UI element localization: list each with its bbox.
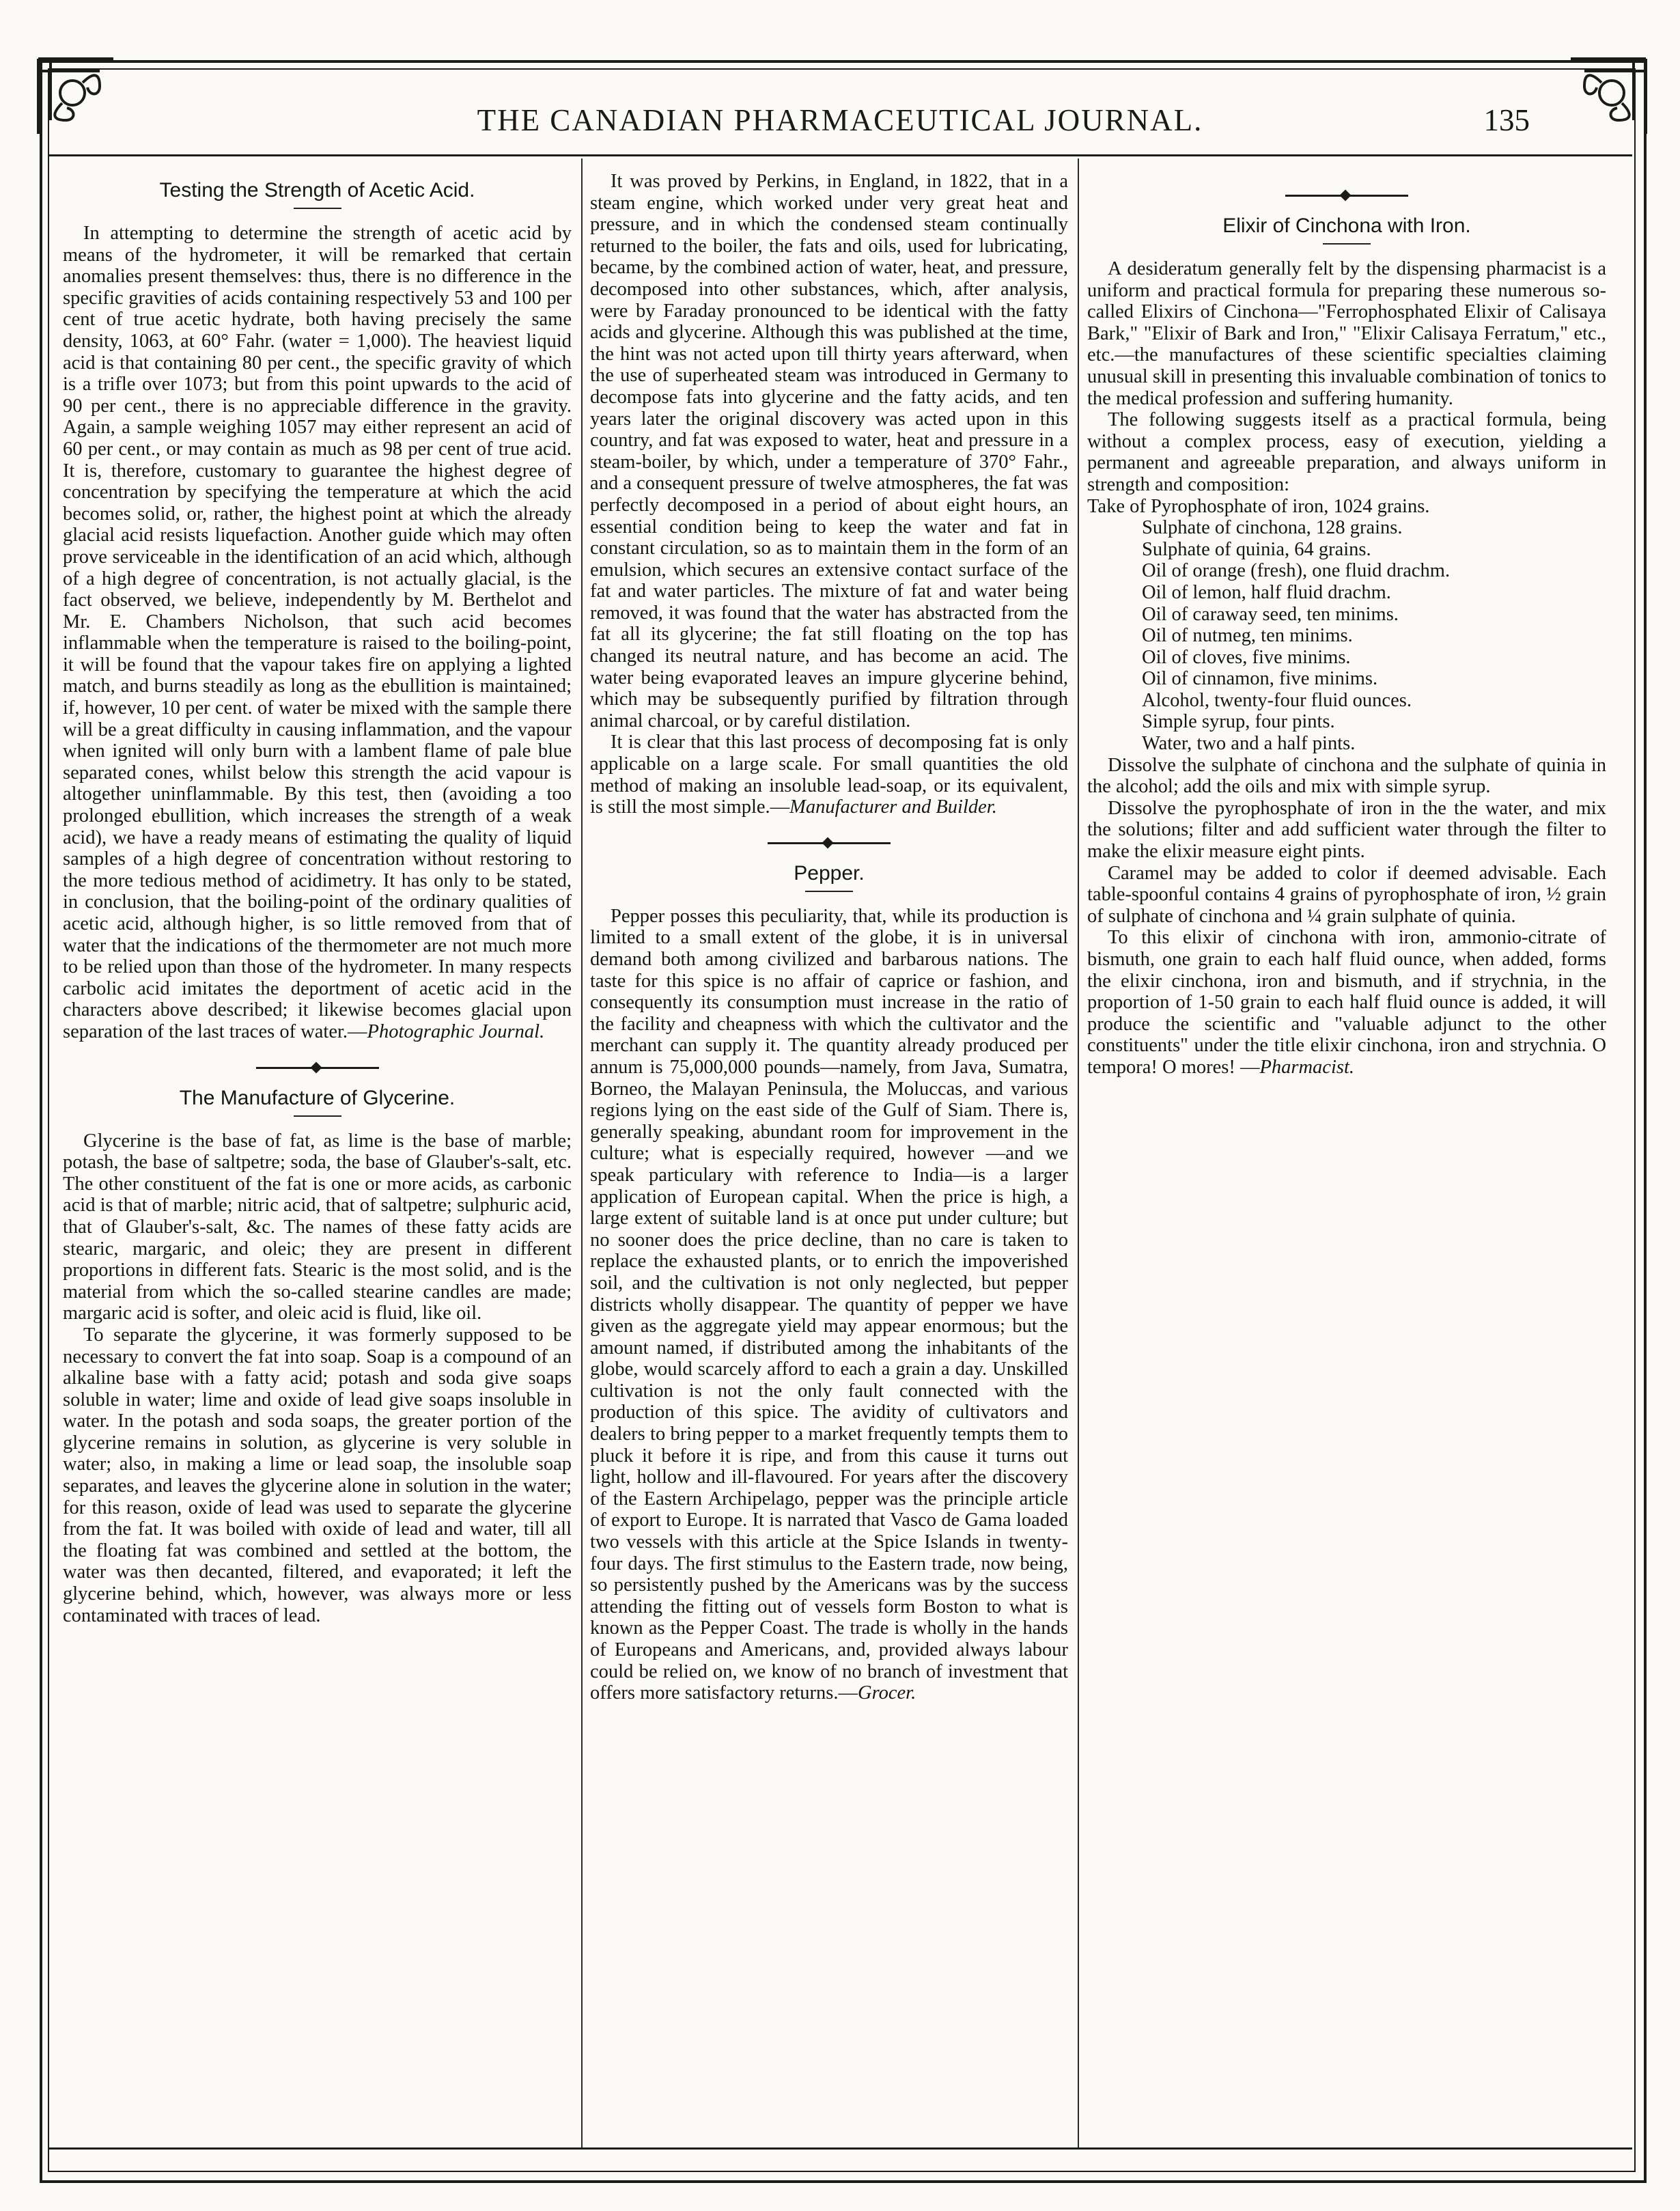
- header-rule: [48, 154, 1632, 156]
- elixir-paragraph-4: To this elixir of cinchona with iron, ammonio-citrate of bismuth, one grain to each half fluid ounce, when added, forms the elixir cinchona, iron and bismuth, and if strychnia, in the proportion of 1-50 grain to each half fluid ounce is added, it will produce the scientific and "valuable adjunct to the other constituents" under the title elixir cinchona, iron and strychnia. O tempora! O mores! —Pharmacist.: [1087, 927, 1606, 1078]
- recipe-line: Oil of cloves, five minims.: [1142, 646, 1351, 668]
- title-underline: [1323, 243, 1371, 245]
- page-number: 135: [1483, 103, 1530, 137]
- elixir-recipe-list: [1087, 496, 1606, 755]
- section-divider: [256, 1063, 379, 1072]
- journal-title: THE CANADIAN PHARMACEUTICAL JOURNAL.: [477, 103, 1203, 137]
- glycerine-paragraph-2: To separate the glycerine, it was formerly supposed to be necessary to convert the fat into soap. Soap is a compound of an alkaline base with a fatty acid; potash and soda give soaps soluble in water; lime and oxide of lead give soaps insoluble in water. In the potash and soda soaps, the greater portion of the glycerine remains in solution, as glycerine is very soluble in water; also, in making a lime or lead soap, the insoluble soap separates, and leaves the glycerine alone in solution in the water; for this reason, oxide of lead was used to separate the glycerine from the fat. It was boiled with oxide of lead and water, till all the floating fat was combined and settled at the bottom, the water was then decanted, filtered, and evaporated; it left the glycerine behind, which, however, was always more or less contaminated with traces of lead.: [63, 1324, 572, 1626]
- title-underline: [294, 1115, 341, 1117]
- recipe-line: Take of Pyrophosphate of iron, 1024 grains.: [1087, 495, 1430, 517]
- pepper-paragraph-1: Pepper posses this peculiarity, that, while its production is limited to a small extent of the globe, it is in universal demand both among civilized and barbarous nations. The taste for this spice is no affair of caprice or fashion, and consequently its consumption must increase in the ratio of the facility and cheapness with which the cultivator and the merchant can supply it. The quantity already produced per annum is 75,000,000 pounds—namely, from Java, Sumatra, Borneo, the Malayan Peninsula, the Moluccas, and various regions lying on the east side of the Gulf of Siam. There is, generally speaking, abundant room for improvement in the culture; what is especially required, however —and we speak particulary with reference to India—is a larger application of European capital. When the price is high, a large extent of suitable land is at once put under culture; but no sooner does the price decline, than no care is taken to replace the exhausted plants, or to enrich the impoverished soil, and the cultivation is not only neglected, but pepper districts wholly disappear. The quantity of pepper we have given as the aggregate yield may appear enormous; but the amount named, if distributed among the inhabitants of the globe, would scarcely afford to each a grain a day. Unskilled cultivation is not the only fault connected with the production of this spice. The avidity of cultivators and dealers to bring pepper to a market frequently tempts them to pluck it before it is ripe, and from this cause it turns out light, hollow and ill-flavoured. For years after the discovery of the Eastern Archipelago, pepper was the principle article of export to Europe. It is narrated that Vasco de Gama loaded two vessels with this article at the Spice Islands in twenty-four days. The first stimulus to the Eastern trade, now being, so persistently pushed by the Americans was by the success attending the fitting out of vessels form Boston to what is known as the Pepper Coast. The trade is wholly in the hands of Europeans and Americans, and, provided always labour could be relied on, we know of no branch of investment that offers more satisfactory returns.—Grocer.: [590, 905, 1068, 1704]
- title-underline: [294, 208, 341, 209]
- section-divider: [1285, 191, 1408, 199]
- section-divider: [768, 839, 891, 847]
- recipe-line: Water, two and a half pints.: [1142, 733, 1356, 755]
- elixir-intro-1: A desideratum generally felt by the dispensing pharmacist is a uniform and practical formula for preparing these numerous so-called Elixirs of Cinchona—"Ferrophosphated Elixir of Calisaya Bark," "Elixir of Bark and Iron," "Elixir Calisaya Ferratum," etc., etc.—the manufactures of these scientific specialties claiming unusual skill in presenting this invaluable combination of tonics to the medical profession and suffering humanity.: [1087, 258, 1606, 409]
- bottom-rule: [48, 2147, 1632, 2150]
- title-underline: [805, 891, 853, 892]
- glycerine-paragraph-4: It is clear that this last process of decomposing fat is only applicable on a large scale. For small quantities the old method of making an insoluble lead-soap, or its equivalent, is still the most simple.—Manufacturer and Builder.: [590, 732, 1068, 818]
- recipe-line: Oil of orange (fresh), one fluid drachm.: [1142, 560, 1451, 582]
- column-1: [63, 171, 572, 2138]
- recipe-line: Sulphate of cinchona, 128 grains.: [1142, 517, 1403, 539]
- article-title-acetic-acid: Testing the Strength of Acetic Acid.: [159, 179, 475, 201]
- article-title-pepper: Pepper.: [794, 861, 865, 885]
- article-title-glycerine: The Manufacture of Glycerine.: [179, 1086, 456, 1109]
- elixir-source: Pharmacist.: [1259, 1056, 1355, 1078]
- recipe-line: Oil of lemon, half fluid drachm.: [1142, 581, 1391, 603]
- elixir-intro-2: The following suggests itself as a practical formula, being without a complex process, easy of execution, yielding a permanent and agreeable preparation, and always uniform in strength and composition:: [1087, 409, 1606, 495]
- left-corner-ornament-icon: [25, 45, 120, 141]
- column-3: [1087, 171, 1606, 2138]
- acetic-paragraph-1: In attempting to determine the strength of acetic acid by means of the hydrometer, it will be remarked that certain anomalies present themselves: thus, there is no difference in the specific gravities of acids containing respectively 53 and 100 per cent of true acetic hydrate, both having precisely the same density, 1063, at 60° Fahr. (water = 1,000). The heaviest liquid acid is that containing 80 per cent., the specific gravity of which is a trifle over 1073; but from this point upwards to the acid of 90 per cent., there is no appreciable difference in the gravity. Again, a sample weighing 1057 may either represent an acid of 60 per cent., or may contain as much as 98 per cent of true acid. It is, therefore, customary to guarantee the highest degree of concentration by specifying the temperature at which the acid becomes solid, or, rather, the highest point at which the already glacial acid resists liquefaction. Another guide which may often prove serviceable in the identification of an acid which, although of a high degree of concentration, is not actually glacial, is the fact observed, we believe, independently by M. Berthelot and Mr. E. Chambers Nicholson, that such acid becomes inflammable when the temperature is raised to the boiling-point, it will be found that the vapour takes fire on applying a lighted match, and burns steadily as long as the ebullition is maintained; if, however, 10 per cent. of water be mixed with the sample there will be a great difficulty in causing inflammation, and the vapour when ignited will only burn with a lambent flame of pale blue separated cones, whilst below this strength the acid vapour is altogether uninflammable. By this test, then (avoiding a too prolonged ebullition, which increases the strength of a weak acid), we have a ready means of estimating the quality of liquid samples of a high degree of concentration without restoring to the more tedious method of acidimetry. It has only to be stated, in conclusion, that the boiling-point of the ordinary qualities of acetic acid, although higher, is so little removed from that of water that the indications of the thermometer are not much more to be relied upon than those of the hydrometer. In many respects carbolic acid imitates the deportment of acetic acid in the characters above described; it likewise becomes glacial upon separation of the last traces of water.—Photographic Journal.: [63, 223, 572, 1042]
- right-corner-ornament-icon: [1564, 45, 1660, 141]
- elixir-paragraph-1: Dissolve the sulphate of cinchona and the sulphate of quinia in the alcohol; add the oils and mix with simple syrup.: [1087, 754, 1606, 798]
- column-rule-2: [1078, 158, 1079, 2147]
- glycerine-paragraph-1: Glycerine is the base of fat, as lime is the base of marble; potash, the base of saltpetre; soda, the base of Glauber's-salt, etc. The other constituent of the fat is one or more acids, as carbonic acid is that of marble; nitric acid, that of saltpetre; sulphuric acid, that of Glauber's-salt, &c. The names of these fatty acids are stearic, margaric, and oleic; they are present in different proportions in different fats. Stearic is the most solid, and is the material from which the so-called stearine candles are made; margaric acid is softer, and oleic acid is fluid, like oil.: [63, 1130, 572, 1324]
- recipe-line: Oil of caraway seed, ten minims.: [1142, 603, 1399, 625]
- column-2: [590, 171, 1068, 2138]
- recipe-line: Oil of nutmeg, ten minims.: [1142, 625, 1353, 647]
- article-title-elixir: Elixir of Cinchona with Iron.: [1222, 214, 1471, 237]
- recipe-line: Alcohol, twenty-four fluid ounces.: [1142, 689, 1412, 711]
- elixir-paragraph-3: Caramel may be added to color if deemed advisable. Each table-spoonful contains 4 grains of pyrophosphate of iron, ½ grain of sulphate of cinchona and ¼ grain sulphate of quinia.: [1087, 862, 1606, 927]
- glycerine-paragraph-3: It was proved by Perkins, in England, in 1822, that in a steam engine, which worked under very great heat and pressure, and in which the condensed steam continually returned to the boiler, the fats and oils, used for lubricating, became, by the combined action of water, heat, and pressure, decomposed into other substances, which, after analysis, were by Faraday pronounced to be identical with the fatty acids and glycerine. Although this was published at the time, the hint was not acted upon till thirty years afterward, when the use of superheated steam was introduced in Germany to decompose fats into glycerine and the fatty acids, and ten years later the original discovery was acted upon in this country, and fat was exposed to water, heat and pressure in a steam-boiler, by which, under a temperature of 370° Fahr., and a consequent pressure of twelve atmospheres, the fat was perfectly decomposed in a period of about eight hours, an essential condition being to keep the water and fat in constant circulation, so as to maintain them in the form of an emulsion, which secures an extensive contact surface of the fat and water particles. The mixture of fat and water being removed, it was found that the water has abstracted from the fat all its glycerine; the fat still floating on the top has changed its neutral nature, and has become an acid. The water being evaporated leaves an impure glycerine behind, which may be subsequently purified by filtration through animal charcoal, or by careful distilation.: [590, 171, 1068, 732]
- elixir-paragraph-2: Dissolve the pyrophosphate of iron in the the water, and mix the solutions; filter and add sufficient water through the filter to make the elixir measure eight pints.: [1087, 797, 1606, 863]
- recipe-line: Sulphate of quinia, 64 grains.: [1142, 538, 1371, 560]
- glycerine-source: Manufacturer and Builder.: [789, 796, 997, 818]
- recipe-line: Simple syrup, four pints.: [1142, 711, 1335, 733]
- pepper-source: Grocer.: [858, 1682, 916, 1704]
- recipe-line: Oil of cinnamon, five minims.: [1142, 668, 1378, 690]
- acetic-source: Photographic Journal.: [367, 1020, 545, 1042]
- page-header: [150, 102, 1530, 143]
- column-rule-1: [581, 158, 583, 2147]
